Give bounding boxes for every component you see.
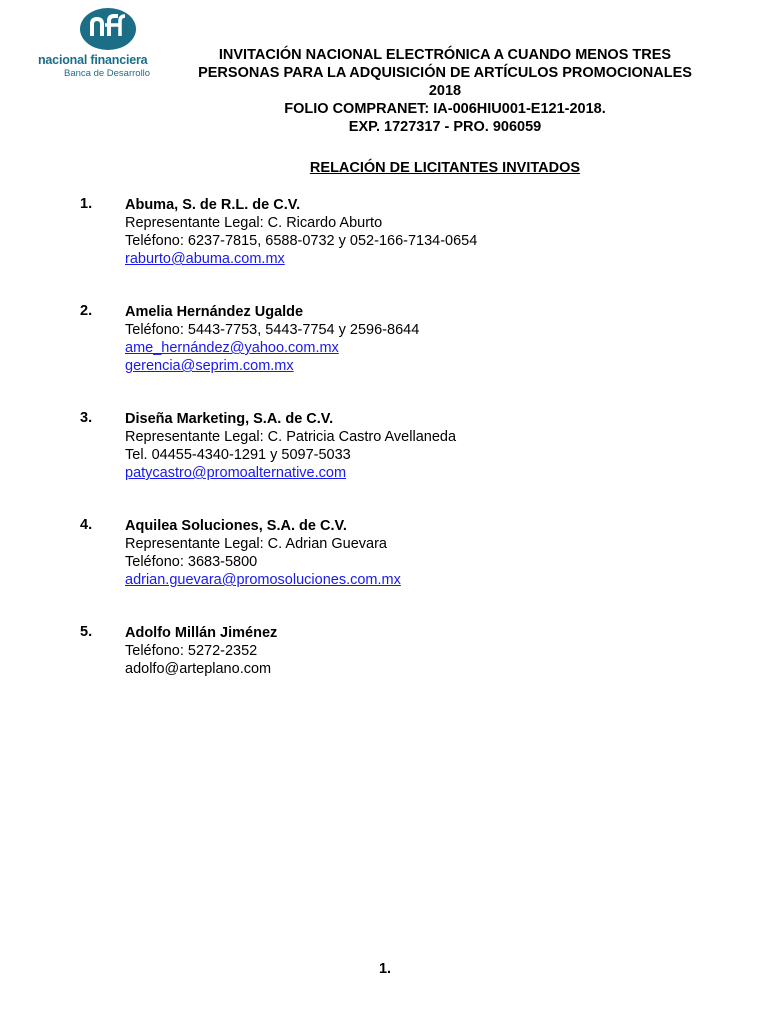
bidder-number: 5. <box>80 624 93 640</box>
nafin-logo <box>36 6 181 80</box>
bidder-phone: Teléfono: 5443-7753, 5443-7754 y 2596-8644 <box>125 322 420 338</box>
page-number: 1. <box>378 961 392 977</box>
header-exp: EXP. 1727317 - PRO. 906059 <box>348 119 542 135</box>
logo-subtitle: Banca de Desarrollo <box>64 68 151 79</box>
header-line-3: 2018 <box>428 83 462 99</box>
logo-brand-text: nacional financiera <box>38 53 148 67</box>
nafin-emblem-icon <box>78 6 138 52</box>
bidder-phone: Teléfono: 6237-7815, 6588-0732 y 052-166-7134-0654 <box>125 233 478 249</box>
bidder-name: Aquilea Soluciones, S.A. de C.V. <box>125 518 347 534</box>
header-folio: FOLIO COMPRANET: IA-006HIU001-E121-2018. <box>284 101 606 117</box>
bidder-number: 4. <box>80 517 93 533</box>
bidder-email-link[interactable]: ame_hernández@yahoo.com.mx <box>125 340 339 356</box>
document-header <box>180 46 710 136</box>
bidder-email-link-2[interactable]: gerencia@seprim.com.mx <box>125 358 294 374</box>
bidder-representative: Representante Legal: C. Ricardo Aburto <box>125 215 383 231</box>
bidder-representative: Representante Legal: C. Adrian Guevara <box>125 536 387 552</box>
header-line-1: INVITACIÓN NACIONAL ELECTRÓNICA A CUANDO MENOS TRES <box>218 47 672 63</box>
header-line-2: PERSONAS PARA LA ADQUISICIÓN DE ARTÍCULOS PROMOCIONALES <box>198 65 692 81</box>
bidder-name: Adolfo Millán Jiménez <box>125 625 278 641</box>
bidder-representative: Representante Legal: C. Patricia Castro Avellaneda <box>125 429 457 445</box>
bidder-phone: Teléfono: 3683-5800 <box>125 554 258 570</box>
bidder-email-link[interactable]: raburto@abuma.com.mx <box>125 251 285 267</box>
bidder-name: Abuma, S. de R.L. de C.V. <box>125 197 301 213</box>
bidder-name: Amelia Hernández Ugalde <box>125 304 304 320</box>
bidder-phone: Teléfono: 5272-2352 <box>125 643 258 659</box>
bidder-phone: Tel. 04455-4340-1291 y 5097-5033 <box>125 447 351 463</box>
bidder-email-link[interactable]: adrian.guevara@promosoluciones.com.mx <box>125 572 401 588</box>
bidder-number: 3. <box>80 410 93 426</box>
section-title: RELACIÓN DE LICITANTES INVITADOS <box>309 160 581 176</box>
bidder-number: 2. <box>80 303 93 319</box>
bidder-email-link[interactable]: patycastro@promoalternative.com <box>125 465 347 481</box>
bidder-email-text: adolfo@arteplano.com <box>125 661 272 677</box>
bidder-number: 1. <box>80 196 93 212</box>
bidder-name: Diseña Marketing, S.A. de C.V. <box>125 411 334 427</box>
